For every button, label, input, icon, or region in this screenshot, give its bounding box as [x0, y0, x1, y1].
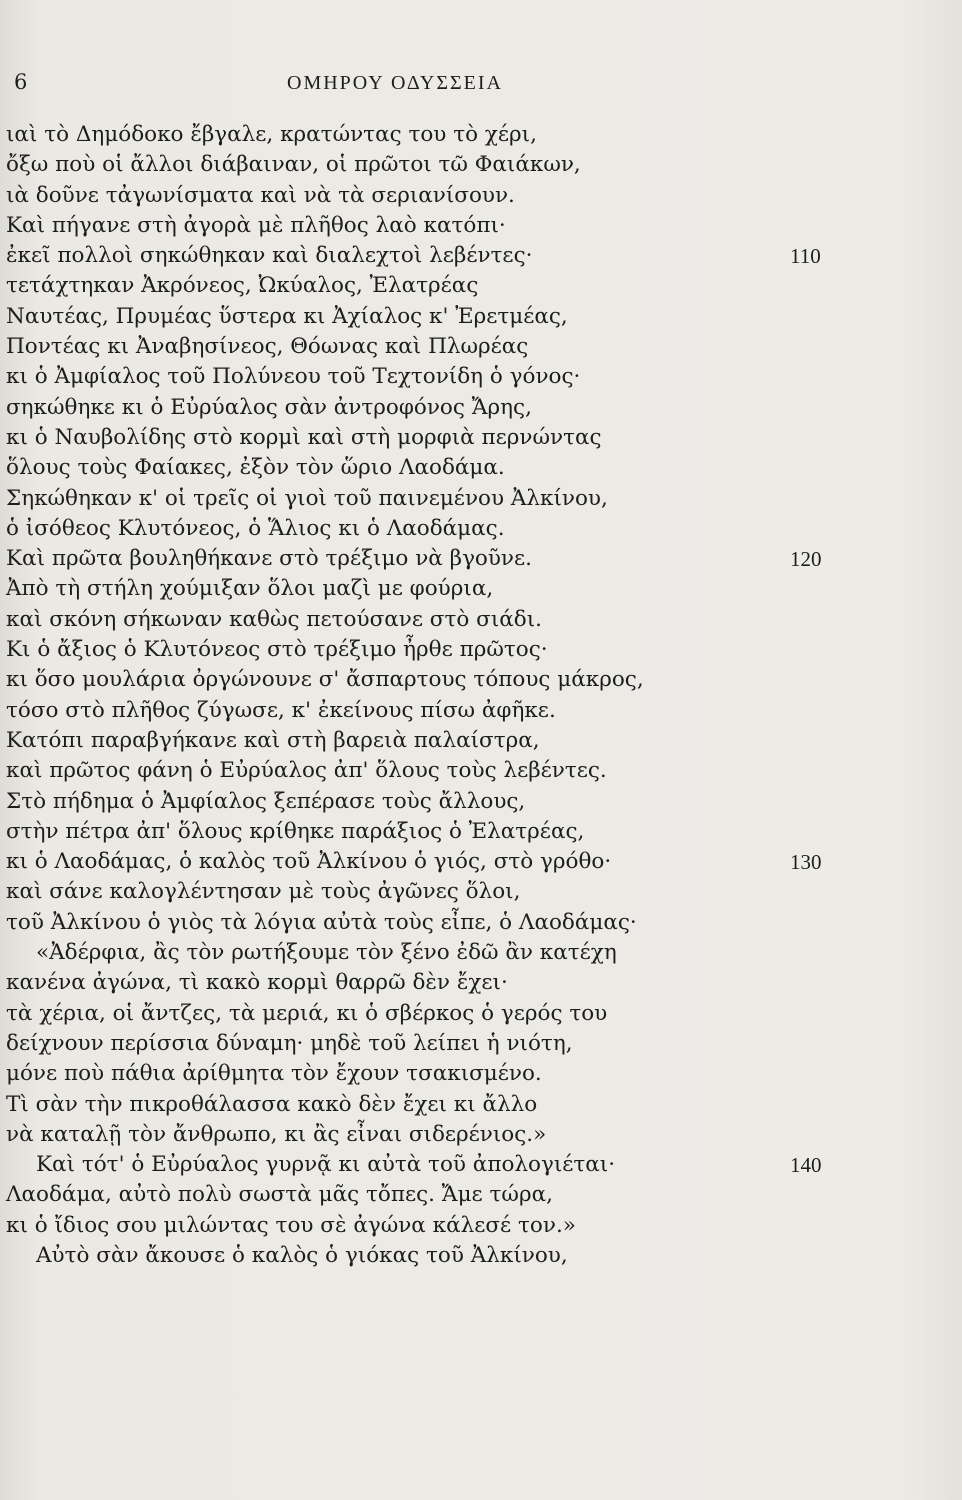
verse-text: Κατόπι παραβγήκανε καὶ στὴ βαρειὰ παλαίστρα,	[6, 727, 540, 753]
verse-line	[6, 1029, 956, 1059]
verse-line	[6, 423, 956, 453]
poem-text	[6, 120, 956, 1271]
verse-line	[6, 756, 956, 786]
verse-line	[6, 787, 956, 817]
verse-text: ιαὶ τὸ Δημόδοκο ἔβγαλε, κρατώντας του τὸ χέρι,	[6, 122, 537, 147]
verse-line	[6, 120, 956, 150]
verse-line	[6, 1241, 956, 1271]
verse-text: κι ὁ ἴδιος σου μιλώντας του σὲ ἀγώνα κάλεσέ τον.»	[6, 1212, 576, 1238]
verse-text: ὄξω ποὺ οἱ ἄλλοι διάβαιναν, οἱ πρῶτοι τῶ Φαιάκων,	[6, 152, 581, 178]
verse-text: μόνε ποὺ πάθια ἀρίθμητα τὸν ἔχουν τσακισμένο.	[6, 1061, 542, 1087]
verse-line	[6, 271, 956, 301]
verse-line	[6, 393, 956, 423]
verse-line	[6, 544, 956, 574]
verse-text: δείχνουν περίσσια δύναμη· μηδὲ τοῦ λείπει ἡ νιότη,	[6, 1030, 573, 1056]
verse-line	[6, 302, 956, 332]
verse-text: Στὸ πήδημα ὁ Ἀμφίαλος ξεπέρασε τοὺς ἄλλους,	[6, 788, 526, 814]
verse-text: νὰ καταλῇ τὸν ἄνθρωπο, κι ἂς εἶναι σιδερένιος.»	[6, 1121, 547, 1147]
verse-text: «Ἀδέρφια, ἂς τὸν ρωτήξουμε τὸν ξένο ἐδῶ ἂν κατέχη	[36, 940, 617, 966]
verse-line	[6, 1059, 956, 1089]
verse-text: τὰ χέρια, οἱ ἄντζες, τὰ μεριά, κι ὁ σβέρκος ὁ γερός του	[6, 1000, 608, 1026]
verse-text: Σηκώθηκαν κ' οἱ τρεῖς οἱ γιοὶ τοῦ παινεμένου Ἀλκίνου,	[6, 485, 608, 511]
line-number: 120	[790, 547, 822, 572]
verse-line	[6, 211, 956, 241]
verse-line	[6, 453, 956, 483]
verse-text: ὅλους τοὺς Φαίακες, ἐξὸν τὸν ὥριο Λαοδάμα.	[6, 455, 505, 481]
verse-line	[6, 1120, 956, 1150]
verse-text: στὴν πέτρα ἀπ' ὅλους κρίθηκε παράξιος ὁ Ἐλατρέας,	[6, 818, 585, 844]
verse-text: Τὶ σὰν τὴν πικροθάλασσα κακὸ δὲν ἔχει κι ἄλλο	[6, 1091, 538, 1117]
verse-text: Λαοδάμα, αὐτὸ πολὺ σωστὰ μᾶς τὄπες. Ἄμε τώρα,	[6, 1182, 553, 1208]
verse-text: τετάχτηκαν Ἀκρόνεος, Ὠκύαλος, Ἐλατρέας	[6, 273, 479, 299]
verse-line	[6, 484, 956, 514]
verse-line	[6, 665, 956, 695]
verse-line	[6, 968, 956, 998]
verse-text: σηκώθηκε κι ὁ Εὐρύαλος σὰν ἀντροφόνος Ἄρης,	[6, 394, 532, 420]
verse-text: Κι ὁ ἄξιος ὁ Κλυτόνεος στὸ τρέξιμο ἦρθε πρῶτος·	[6, 637, 548, 663]
verse-text: Καὶ πρῶτα βουληθήκανε στὸ τρέξιμο νὰ βγοῦνε.	[6, 546, 532, 572]
verse-text: Αὐτὸ σὰν ἄκουσε ὁ καλὸς ὁ γιόκας τοῦ Ἀλκίνου,	[36, 1242, 568, 1268]
verse-line	[6, 817, 956, 847]
verse-text: τόσο στὸ πλῆθος ζύγωσε, κ' ἐκείνους πίσω ἀφῆκε.	[6, 697, 556, 723]
verse-line	[6, 1211, 956, 1241]
verse-line	[6, 150, 956, 180]
verse-text: Καὶ τότ' ὁ Εὐρύαλος γυρνᾷ κι αὐτὰ τοῦ ἀπολογιέται·	[36, 1152, 616, 1178]
line-number: 140	[790, 1153, 822, 1178]
verse-line	[6, 181, 956, 211]
verse-line	[6, 574, 956, 604]
verse-text: Ἀπὸ τὴ στήλη χούμιξαν ὅλοι μαζὶ με φούρια,	[6, 576, 494, 602]
verse-text: ἐκεῖ πολλοὶ σηκώθηκαν καὶ διαλεχτοὶ λεβέντες·	[6, 243, 533, 269]
verse-text: Καὶ πήγανε στὴ ἀγορὰ μὲ πλῆθος λαὸ κατόπι·	[6, 212, 506, 238]
verse-text: καὶ σκόνη σήκωναν καθὼς πετούσανε στὸ σιάδι.	[6, 606, 542, 632]
verse-line	[6, 726, 956, 756]
verse-text: ὁ ἰσόθεος Κλυτόνεος, ὁ Ἅλιος κι ὁ Λαοδάμας.	[6, 515, 505, 541]
verse-line	[6, 635, 956, 665]
verse-text: καὶ σάνε καλογλέντησαν μὲ τοὺς ἀγῶνες ὅλοι,	[6, 879, 521, 905]
running-title: ΟΜΗΡΟΥ ΟΔΥΣΣΕΙΑ	[287, 72, 503, 94]
verse-line	[6, 938, 956, 968]
verse-line	[6, 362, 956, 392]
verse-line	[6, 1150, 956, 1180]
verse-line	[6, 908, 956, 938]
verse-line	[6, 241, 956, 271]
verse-text: ιὰ δοῦνε τἀγωνίσματα καὶ νὰ τὰ σεριανίσουν.	[6, 182, 515, 208]
verse-text: κι ὁ Ἀμφίαλος τοῦ Πολύνεου τοῦ Τεχτονίδη ὁ γόνος·	[6, 364, 581, 390]
line-number: 110	[790, 244, 821, 269]
line-number: 130	[790, 850, 822, 875]
verse-line	[6, 605, 956, 635]
verse-text: κανένα ἀγώνα, τὶ κακὸ κορμὶ θαρρῶ δὲν ἔχει·	[6, 970, 508, 996]
page-number: 6	[14, 70, 28, 94]
verse-line	[6, 877, 956, 907]
verse-line	[6, 1180, 956, 1210]
verse-line	[6, 999, 956, 1029]
page-header	[0, 70, 962, 100]
verse-text: Ποντέας κι Ἀναβησίνεος, Θόωνας καὶ Πλωρέας	[6, 334, 529, 360]
verse-text: καὶ πρῶτος φάνη ὁ Εὐρύαλος ἀπ' ὅλους τοὺς λεβέντες.	[6, 758, 607, 784]
verse-line	[6, 332, 956, 362]
verse-line	[6, 696, 956, 726]
verse-text: Ναυτέας, Πρυμέας ὕστερα κι Ἀχίαλος κ' Ἐρετμέας,	[6, 303, 568, 329]
verse-text: κι ὅσο μουλάρια ὀργώνουνε σ' ἄσπαρτους τόπους μάκρος,	[6, 667, 644, 693]
verse-text: τοῦ Ἀλκίνου ὁ γιὸς τὰ λόγια αὐτὰ τοὺς εἶπε, ὁ Λαοδάμας·	[6, 909, 637, 935]
verse-line	[6, 1090, 956, 1120]
verse-line	[6, 514, 956, 544]
verse-text: κι ὁ Ναυβολίδης στὸ κορμὶ καὶ στὴ μορφιὰ περνώντας	[6, 424, 602, 450]
verse-text: κι ὁ Λαοδάμας, ὁ καλὸς τοῦ Ἀλκίνου ὁ γιός, στὸ γρόθο·	[6, 849, 612, 875]
verse-line	[6, 847, 956, 877]
